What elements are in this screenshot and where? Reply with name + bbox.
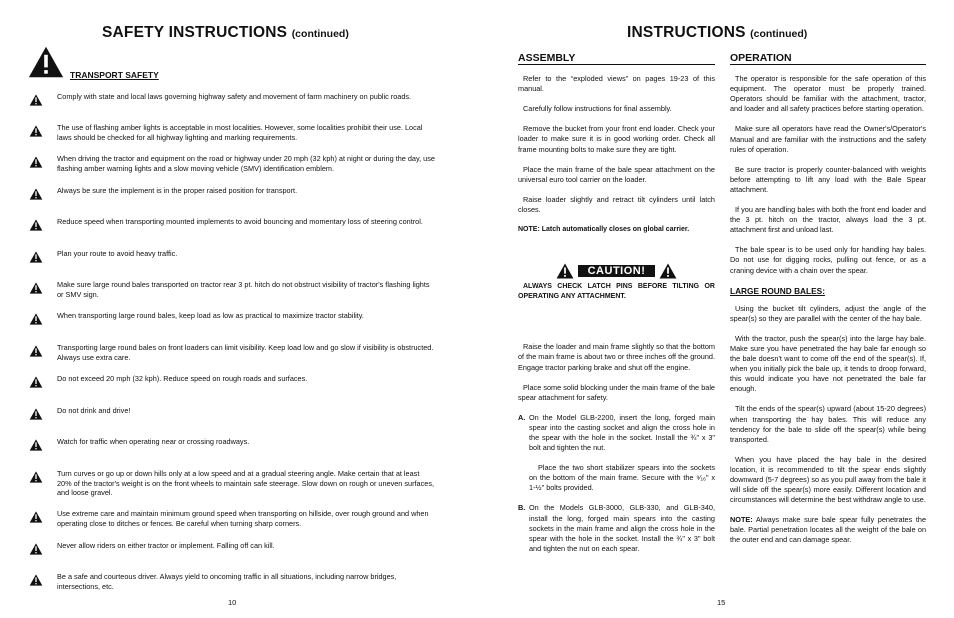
warning-triangle-icon	[556, 263, 574, 279]
transport-safety-item: Transporting large round bales on front loaders can limit visibility. Keep load low and go slow if visibility is obstructed. Always use extra care.	[57, 343, 434, 362]
transport-safety-item: Do not drink and drive!	[57, 406, 131, 415]
warning-triangle-icon	[29, 439, 43, 451]
assembly-para: Carefully follow instructions for final assembly.	[523, 104, 672, 114]
operation-para: Make sure all operators have read the Owner's/Operator's Manual and are familiar with the instructions and the safety rules of operation.	[730, 124, 926, 154]
transport-safety-item: Be a safe and courteous driver. Always yield to oncoming traffic in all situations, including narrow bridges, intersections, etc.	[57, 572, 397, 591]
step-b	[518, 503, 715, 553]
warning-triangle-icon	[29, 282, 43, 294]
left-page-title	[102, 24, 349, 42]
transport-safety-item: Do not exceed 20 mph (32 kph). Reduce speed on rough roads and surfaces.	[57, 374, 308, 383]
operation-para: The bale spear is to be used only for handling hay bales. Do not use for digging rocks, pulling out fence, or as a craning device with a chain over the spear.	[730, 245, 926, 275]
warning-triangle-icon	[29, 251, 43, 263]
warning-triangle-icon	[29, 471, 43, 483]
warning-triangle-icon	[29, 219, 43, 231]
caution-banner	[518, 263, 715, 279]
final-note-text: Always make sure bale spear fully penetrates the bale. Partial penetration locates all the weight of the bale on the outer end and can damage spear.	[730, 515, 927, 545]
warning-triangle-icon	[29, 188, 43, 200]
warning-triangle-icon	[29, 345, 43, 357]
operation-para: Be sure tractor is properly counter-balanced with weights before attempting to lift any load with the Bale Spear attachment.	[730, 164, 926, 194]
step-a2-text: Place the two short stabilizer spears into the sockets on the bottom of the main frame. Secure with the ⁹⁄₁₆" x 1-½" bolts provided.	[529, 463, 715, 493]
assembly-para: Remove the bucket from your front end loader. Check your loader to make sure it is in good working order. Check all frame mounting bolts to make sure they are tight.	[518, 124, 715, 154]
caution-text: ALWAYS CHECK LATCH PINS BEFORE TILTING OR OPERATING ANY ATTACHMENT.	[518, 283, 715, 301]
transport-safety-item: Watch for traffic when operating near or crossing roadways.	[57, 437, 250, 446]
warning-triangle-icon	[29, 94, 43, 106]
warning-triangle-icon	[29, 125, 43, 137]
warning-triangle-icon	[659, 263, 677, 279]
transport-safety-item: Use extreme care and maintain minimum ground speed when transporting on hillside, over rough ground and when operating close to ditches or fences. Be careful when turning sharp corners.	[57, 509, 429, 528]
left-page-number: 10	[228, 598, 237, 607]
right-page-number: 15	[717, 598, 726, 607]
step-b-label: B.	[518, 503, 526, 513]
transport-safety-item: The use of flashing amber lights is acceptable in most localities. However, some localities prohibit their use. Local laws should be checked for all highway lighting and marking requirements.	[57, 123, 423, 142]
warning-triangle-icon	[29, 313, 43, 325]
step-a-label: A.	[518, 412, 526, 422]
warning-triangle-icon	[29, 574, 43, 586]
warning-triangle-icon	[29, 408, 43, 420]
warning-triangle-icon	[29, 156, 43, 168]
transport-safety-heading: TRANSPORT SAFETY	[70, 70, 159, 80]
transport-safety-item: Make sure large round bales transported on tractor rear 3 pt. hitch do not obstruct visibility of tractor's flashing lights or SMV sign.	[57, 280, 430, 299]
transport-safety-item: Turn curves or go up or down hills only at a low speed and at a gradual steering angle. Make certain that at least 20% of the tractor's weight is on the front wheels to maintain safe steerage. Slow down on rough or uneven surfaces, and loose gravel.	[57, 469, 434, 498]
assembly-para: Raise loader slightly and retract tilt cylinders until latch closes.	[518, 194, 715, 214]
transport-safety-item: When transporting large round bales, keep load as low as practical to maximize tractor stability.	[57, 311, 364, 320]
assembly-column	[518, 53, 715, 564]
assembly-para: Place some solid blocking under the main frame of the bale spear attachment for safety.	[518, 382, 715, 402]
operation-para: The operator is responsible for the safe operation of this equipment. The operator must be properly trained. Operators should be familiar with the attachment, tractor, and loader and all safety practices before starting operation.	[730, 74, 926, 114]
operation-para: If you are handling bales with both the front end loader and the 3 pt. hitch on the tractor, always load the 3 pt. attachment first and unload last.	[730, 205, 926, 235]
assembly-para: Raise the loader and main frame slightly so that the bottom of the main frame is about two or three inches off the ground. Engage tractor parking brake and shut off the engine.	[518, 342, 715, 372]
transport-safety-item: Never allow riders on either tractor or implement. Falling off can kill.	[57, 541, 275, 550]
warning-triangle-icon	[29, 511, 43, 523]
final-note-label: NOTE:	[730, 515, 753, 525]
warning-triangle-icon	[29, 376, 43, 388]
right-title-main: INSTRUCTIONS	[627, 24, 746, 41]
large-round-bales-heading: LARGE ROUND BALES:	[730, 285, 825, 296]
assembly-para: Refer to the “exploded views” on pages 19-23 of this manual.	[518, 74, 715, 94]
bales-para: When you have placed the hay bale in the desired location, it is recommended to tilt the spear ends slightly downward (5-7 degrees) so as you pull away from the bale it will slide off the spear(s) more easily. Different location and circumstances will determine the best withdraw angle to use.	[730, 454, 926, 505]
transport-safety-item: Plan your route to avoid heavy traffic.	[57, 249, 178, 258]
bales-para: Using the bucket tilt cylinders, adjust the angle of the spear(s) so they are parallel with the center of the hay bale.	[730, 303, 926, 323]
right-title-suffix: (continued)	[750, 28, 808, 40]
bales-para: With the tractor, push the spear(s) into the large hay bale. Make sure you have penetrated the hay bale far enough so the bale doesn't want to come off the end of the spear(s). If, when you initially pick the bale up, it tends to droop forward, this would indicate you have not penetrated the bale far enough.	[730, 333, 926, 394]
step-a	[518, 413, 715, 453]
latch-note: NOTE: Latch automatically closes on global carrier.	[518, 226, 690, 234]
left-title-suffix: (continued)	[291, 28, 349, 40]
bales-para: Tilt the ends of the spear(s) upward (about 15-20 degrees) when transporting the hay bales. This will reduce any tendency for the bale to slide off the spear(s) while being transported.	[730, 404, 926, 444]
operation-column	[730, 53, 926, 556]
step-b-text: On the Models GLB-3000, GLB-330, and GLB-340, install the long, forged main spears into the casting sockets in the main frame and align the cross hole in the spear with the hole in the socket. Install the ¾" x 3" bolt and tighten the nut on each spear.	[529, 503, 715, 553]
transport-safety-item: When driving the tractor and equipment on the road or highway under 20 mph (32 kph) at night or during the day, use flashing amber warning lights and a slow moving vehicle (SMV) identification emblem.	[57, 154, 435, 173]
assembly-heading: ASSEMBLY	[518, 53, 715, 65]
step-a-text: On the Model GLB-2200, insert the long, forged main spear into the casting socket and align the cross hole in the spear with the hole in the socket. Install the ¾" x 3" bolt and tighten the nut.	[529, 412, 715, 453]
transport-safety-item: Always be sure the implement is in the proper raised position for transport.	[57, 186, 298, 195]
warning-triangle-icon	[29, 543, 43, 555]
left-title-main: SAFETY INSTRUCTIONS	[102, 24, 288, 41]
right-page-title	[627, 24, 807, 42]
assembly-para: Place the main frame of the bale spear attachment on the universal euro tool carrier on the loader.	[518, 164, 715, 184]
step-a-continued	[518, 463, 715, 493]
transport-safety-item: Reduce speed when transporting mounted implements to avoid bouncing and momentary loss of steering control.	[57, 217, 423, 226]
warning-triangle-icon	[28, 45, 64, 79]
final-note	[730, 515, 926, 545]
caution-label: CAUTION!	[578, 265, 656, 277]
operation-heading: OPERATION	[730, 53, 926, 65]
transport-safety-item: Comply with state and local laws governing highway safety and movement of farm machinery on public roads.	[57, 92, 412, 101]
